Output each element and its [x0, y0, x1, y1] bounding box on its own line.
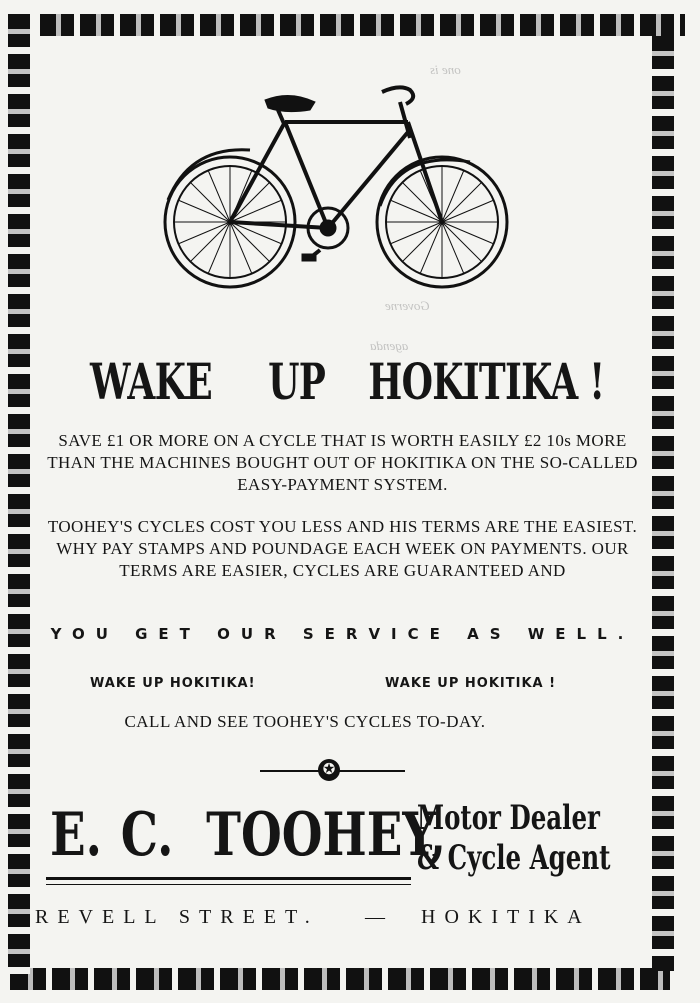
- headline-word: UP: [268, 352, 326, 411]
- bleed-through-text: one is: [430, 62, 461, 77]
- rule-thick: [46, 877, 411, 880]
- bleed-through-text: agenda: [370, 338, 409, 353]
- wake-up-slogan: WAKE UP HOKITIKA !: [385, 676, 557, 691]
- dealer-role: [417, 798, 610, 878]
- rule-thin: [46, 884, 411, 885]
- headline-word: HOKITIKA !: [368, 352, 605, 411]
- decorative-border-top: [40, 14, 685, 36]
- bicycle-illustration-icon: [160, 80, 510, 300]
- dealer-surname: TOOHEY,: [206, 800, 447, 870]
- dealer-role-line: Motor Dealer: [417, 798, 600, 838]
- dealer-role-line: & Cycle Agent: [417, 838, 611, 878]
- address-street: REVELL STREET.: [35, 906, 319, 928]
- wake-up-slogan: WAKE UP HOKITIKA!: [90, 676, 256, 691]
- headline-word: WAKE: [90, 352, 212, 411]
- decorative-border-bottom: [10, 968, 670, 990]
- headline: [90, 352, 605, 416]
- terms-paragraph: TOOHEY'S CYCLES COST YOU LESS AND HIS TERMS ARE THE EASIEST. WHY PAY STAMPS AND POUNDAGE EACH WEEK ON PAYMENTS. OUR TERMS ARE EASIER, CYCLES ARE GUARANTEED AND: [47, 517, 638, 580]
- dealer-name: [50, 800, 446, 870]
- call-to-action: CALL AND SEE TOOHEY'S CYCLES TO-DAY.: [124, 712, 486, 731]
- decorative-border-left: [8, 14, 30, 974]
- dealer-initial: C.: [120, 800, 174, 870]
- dealer-initial: E.: [50, 800, 102, 870]
- address: [35, 906, 645, 929]
- decorative-border-right: [652, 36, 674, 971]
- bleed-through-text: Governe: [385, 298, 430, 313]
- address-separator: —: [365, 906, 385, 928]
- savings-paragraph: SAVE £1 OR MORE ON A CYCLE THAT IS WORTH EASILY £2 10s MORE THAN THE MACHINES BOUGHT OUT OF HOKITIKA ON THE SO-CALLED EASY-PAYMENT SYSTEM.: [47, 431, 638, 494]
- star-icon: ✪: [318, 759, 340, 781]
- service-line: YOU GET OUR SERVICE AS WELL.: [50, 625, 635, 643]
- address-town: HOKITIKA: [421, 906, 591, 928]
